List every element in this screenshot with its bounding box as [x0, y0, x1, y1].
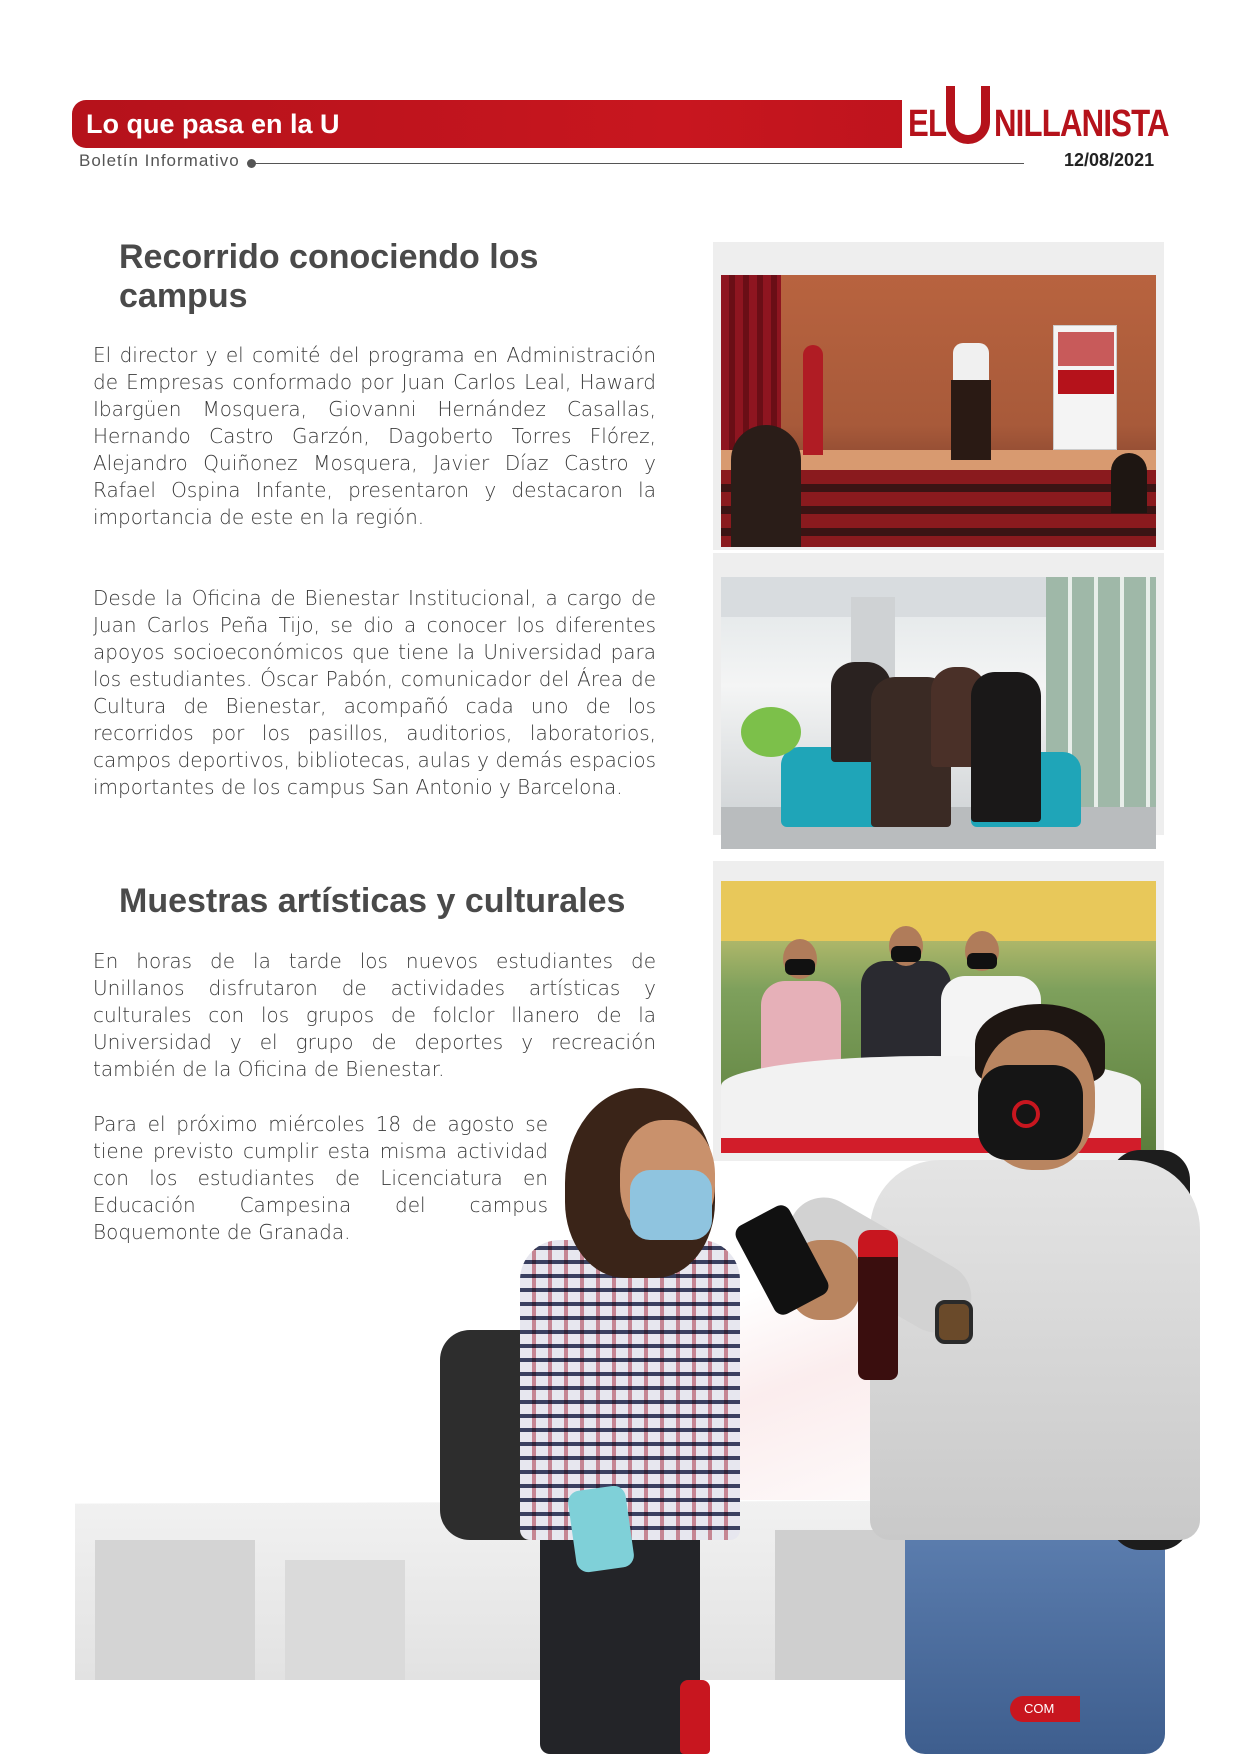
phone-in-pocket: [567, 1484, 636, 1573]
article-heading-2: Muestras artísticas y culturales: [119, 882, 626, 920]
logo-prefix: EL: [908, 103, 947, 145]
face-mask: [630, 1170, 712, 1240]
auditorium-photo: [721, 275, 1156, 547]
corner-badge: COM: [1010, 1696, 1080, 1722]
soda-bottle: [858, 1230, 898, 1380]
wristwatch: [935, 1300, 973, 1344]
logo-suffix: NILLANISTA: [994, 103, 1169, 145]
article-paragraph-2: Desde la Oficina de Bienestar Institucional, a cargo de Juan Carlos Peña Tijo, se dio a conocer los diferentes apoyos socioeconómicos que tiene la Universidad para los estudiantes. Óscar Pabón, comunicador del Área de Cultura de Bienestar, acompañó cada uno de los recorridos por los pasillos, auditorios, laboratorios, campos deportivos, bibliotecas, aulas y demás espacios importantes de los campus San Antonio y Barcelona.: [93, 586, 656, 799]
unillanista-logo: [902, 86, 1168, 148]
drink-bottle: [680, 1680, 710, 1754]
mask-logo-icon: [1012, 1100, 1040, 1128]
article-paragraph-3: En horas de la tarde los nuevos estudiantes de Unillanos disfrutaron de actividades artísticas y culturales con los grupos de folclor llanero de la Universidad y el grupo de deportes y recreación también de la Oficina de Bienestar.: [93, 949, 656, 1081]
section-title: Lo que pasa en la U: [86, 109, 340, 139]
header-divider: [252, 163, 1024, 164]
publication-date: 12/08/2021: [1064, 150, 1155, 170]
program-banner: [1053, 325, 1117, 450]
photo-frame-outdoor: [713, 861, 1164, 1161]
photo-frame-auditorium: [713, 242, 1164, 550]
article-paragraph-1: El director y el comité del programa en Administración de Empresas conformado por Juan Carlos Leal, Haward Ibargüen Mosquera, Giovanni Hernández Casallas, Hernando Castro Garzón, Dagoberto Torres Flórez, Alejandro Quiñonez Mosquera, Javier Díaz Castro y Rafael Ospina Infante, presentaron y destacaron la importancia de este en la región.: [93, 343, 656, 529]
article-heading-1: Recorrido conociendo los campus: [119, 238, 539, 315]
gray-sweater: [870, 1160, 1200, 1540]
podium: [951, 380, 991, 460]
plaid-shirt: [520, 1240, 740, 1540]
article-paragraph-4: Para el próximo miércoles 18 de agosto se tiene previsto cumplir esta misma actividad con los estudiantes de Licenciatura en Educación Campesina del campus Boquemonte de Granada.: [93, 1112, 548, 1244]
photo-frame-hallway: [713, 553, 1164, 835]
bulletin-label: Boletín Informativo: [79, 151, 240, 170]
hallway-photo: [721, 577, 1156, 849]
logo-u-letter: [946, 86, 990, 144]
